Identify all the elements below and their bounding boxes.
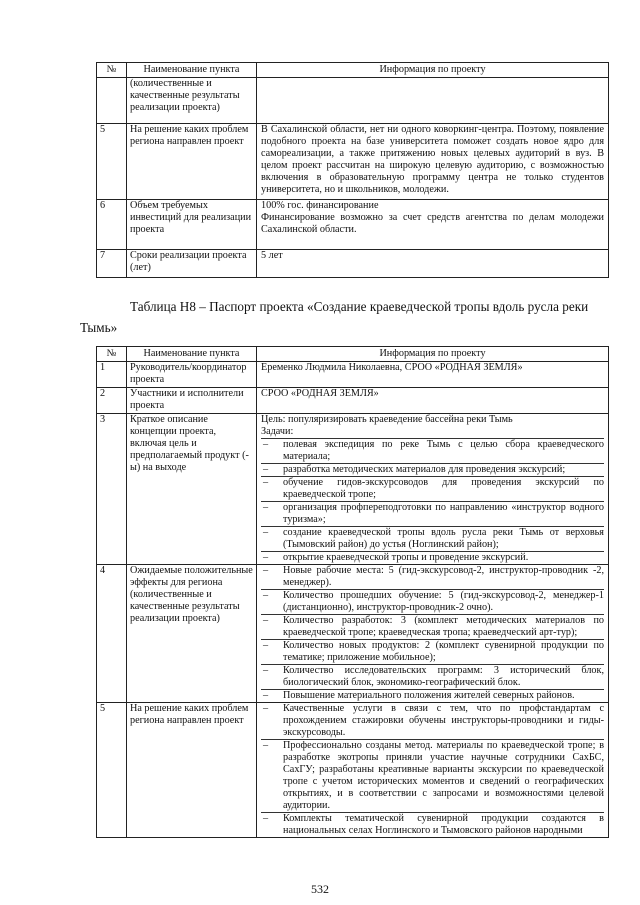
list-item: – Количество новых продуктов: 2 (комплект сувенирной продукции по тематике; приложение мобильное); (261, 640, 604, 665)
row-num: 3 (97, 414, 127, 565)
info-line: 100% гос. финансирование (261, 200, 379, 211)
table-row (97, 703, 609, 838)
list-item: – Количество разработок: 3 (комплект методических материалов по краеведческой тропе; краеведческая тропа; краеведческий арт-тур); (261, 615, 604, 640)
table-row (97, 388, 609, 414)
goal-line: Цель: популяризировать краеведение бассейна реки Тымь (261, 414, 513, 425)
list-item: – Количество исследовательских программ: 3 исторический блок, биологический блок, экономико-географический блок. (261, 665, 604, 690)
list-item: – обучение гидов-экскурсоводов для проведения экскурсий по краеведческой тропе; (261, 477, 604, 502)
header-num: № (97, 347, 127, 362)
header-num: № (97, 63, 127, 78)
table-row (97, 200, 609, 250)
row-info: В Сахалинской области, нет ни одного коворкинг-центра. Поэтому, появление подобного проекта на базе университета поможет создать новое ядро для самореализации, а также притяжению новых целевых аудиторий в вуз. В целом проект рассчитан на широкую целевую аудиторию, с возможностью включения в образовательную программу центра не только студентов университета, но и школьников, молодежи. (257, 124, 609, 200)
row-num: 5 (97, 703, 127, 838)
row-info (257, 78, 609, 124)
table-row (97, 250, 609, 278)
list-item: – Новые рабочие места: 5 (гид-экскурсовод-2, инструктор-проводник -2, менеджер). (261, 565, 604, 590)
info-line: Финансирование возможно за счет средств агентства по делам молодежи Сахалинской области. (261, 212, 604, 235)
row-info: Еременко Людмила Николаевна, СРОО «РОДНАЯ ЗЕМЛЯ» (257, 362, 609, 388)
row-num: 5 (97, 124, 127, 200)
list-item: – полевая экспедиция по реке Тымь с целью сбора краеведческого материала; (261, 439, 604, 464)
list-item: – Качественные услуги в связи с тем, что по профстандартам с прохождением стажировки обучены инструкторы-проводники и гиды-экскурсоводы. (261, 703, 604, 740)
list-item: – Повышение материального положения жителей северных районов. (261, 690, 604, 702)
caption-line-1: Таблица Н8 – Паспорт проекта «Создание краеведческой тропы вдоль русла реки (130, 299, 589, 314)
project-table-1 (96, 62, 609, 278)
effects-list (261, 565, 604, 702)
table-row (97, 78, 609, 124)
list-item: – Количество прошедших обучение: 5 (гид-экскурсовод-2, менеджер-1 (дистанционно), инструктор-проводник-2 очно). (261, 590, 604, 615)
row-name: На решение каких проблем региона направлен проект (127, 124, 257, 200)
problems-list (261, 703, 604, 837)
row-name: Участники и исполнители проекта (127, 388, 257, 414)
table-header-row (97, 63, 609, 78)
caption-line-2: Тымь» (80, 320, 118, 335)
list-item: – Комплекты тематической сувенирной продукции создаются в национальных селах Ноглинского и Тымовского районов народными (261, 813, 604, 837)
row-num: 2 (97, 388, 127, 414)
page-number: 532 (311, 882, 329, 896)
tasks-label: Задачи: (261, 426, 604, 439)
row-num: 6 (97, 200, 127, 250)
header-info: Информация по проекту (257, 347, 609, 362)
row-num: 4 (97, 565, 127, 703)
table-row (97, 362, 609, 388)
row-info (257, 703, 609, 838)
row-name: Руководитель/координатор проекта (127, 362, 257, 388)
row-info: СРОО «РОДНАЯ ЗЕМЛЯ» (257, 388, 609, 414)
row-num: 7 (97, 250, 127, 278)
row-name: Краткое описание концепции проекта, включая цель и предполагаемый продукт (-ы) на выходе (127, 414, 257, 565)
row-name: Объем требуемых инвестиций для реализации проекта (127, 200, 257, 250)
row-name: На решение каких проблем региона направлен проект (127, 703, 257, 838)
row-info (257, 565, 609, 703)
table-caption (80, 296, 610, 338)
table-row (97, 124, 609, 200)
header-info: Информация по проекту (257, 63, 609, 78)
project-table-2 (96, 346, 609, 838)
row-name: Ожидаемые положительные эффекты для региона (количественные и качественные результаты реализации проекта) (127, 565, 257, 703)
row-num: 1 (97, 362, 127, 388)
list-item: – Профессионально созданы метод. материалы по краеведческой тропе; в разработке экотропы приняли участие научные сотрудники СахБС, СахГУ; разработаны креативные варианты экскурсии по краеведческой тропе с учетом исторических моментов и сведений о географических открытиях, и в соответствии с запросами и возможностями целевой аудитории. (261, 740, 604, 813)
list-item: – организация профпереподготовки по направлению «инструктор водного туризма»; (261, 502, 604, 527)
table-row (97, 414, 609, 565)
header-name: Наименование пункта (127, 63, 257, 78)
row-name: (количественные и качественные результаты реализации проекта) (127, 78, 257, 124)
list-item: – создание краеведческой тропы вдоль русла реки Тымь от верховья (Тымовский район) до устья (Ноглинский район); (261, 527, 604, 552)
list-item: – открытие краеведческой тропы и проведение экскурсий. (261, 552, 604, 564)
table-header-row (97, 347, 609, 362)
tasks-list (261, 439, 604, 564)
list-item: – разработка методических материалов для проведения экскурсий; (261, 464, 604, 477)
row-num (97, 78, 127, 124)
row-info (257, 200, 609, 250)
table-row (97, 565, 609, 703)
header-name: Наименование пункта (127, 347, 257, 362)
row-name: Сроки реализации проекта (лет) (127, 250, 257, 278)
row-info (257, 414, 609, 565)
row-info: 5 лет (257, 250, 609, 278)
